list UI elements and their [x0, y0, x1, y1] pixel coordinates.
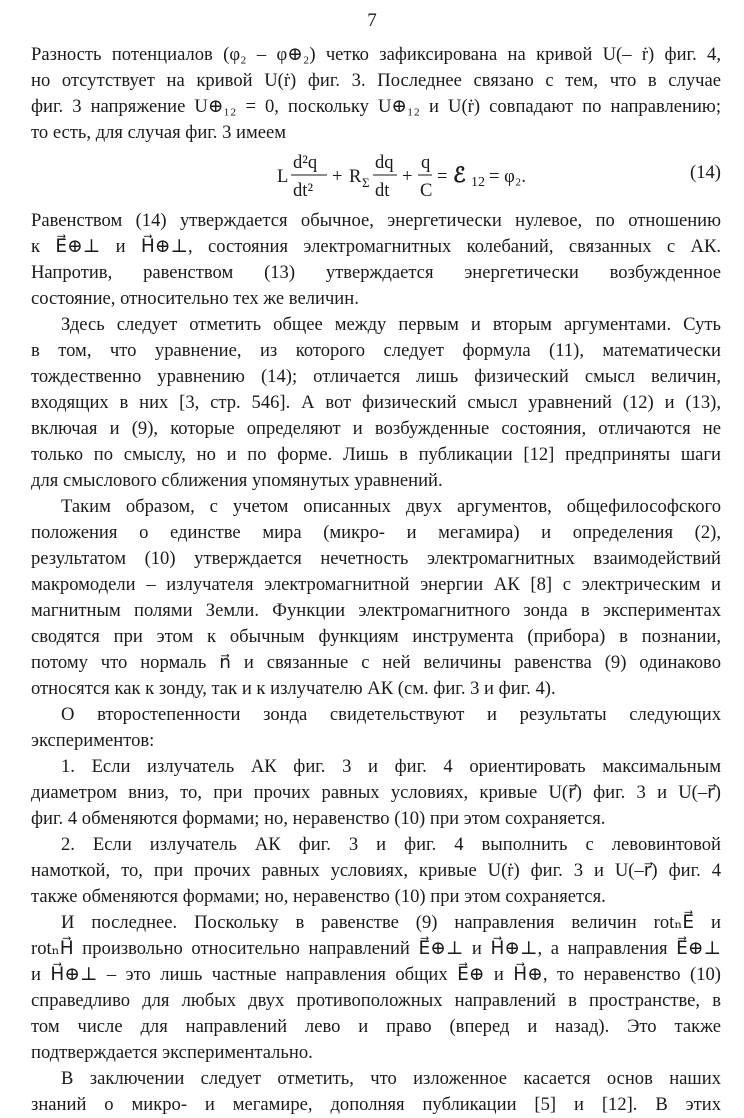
eq-R-sub: Σ: [362, 175, 370, 190]
text-line: Напротив, равенством (13) утверждается энергетически возбужденное: [31, 262, 721, 283]
text-line: но отсутствует на кривой U(ṙ) фиг. 3. Последнее связано с тем, что в случае: [31, 70, 721, 91]
text-line: экспериментов:: [31, 730, 155, 751]
equation-14: [31, 146, 721, 206]
list-item-line: фиг. 4 обменяются формами; но, неравенство (10) при этом сохраняется.: [31, 808, 606, 829]
list-item-line: 1. Если излучатель АК фиг. 3 и фиг. 4 ориентировать максимальным: [61, 756, 721, 777]
text-line: тождественно уравнению (14); отличается лишь физический смысл величин,: [31, 366, 721, 387]
eq-plus-2: +: [402, 166, 413, 187]
text-line: положения о единстве мира (микро- и мегамира) и определения (2),: [31, 522, 721, 543]
text-line: к E⃗⊕⊥ и H⃗⊕⊥, состояния электромагнитных колебаний, связанных с АК.: [31, 236, 721, 257]
text-line: знаний о микро- и мегамире, дополняя публикации [5] и [12]. В этих: [31, 1094, 721, 1115]
text-line: для смыслового сближения упомянутых уравнений.: [31, 470, 443, 491]
text-line: подтверждается экспериментально.: [31, 1042, 313, 1063]
text-line: магнитным полями Земли. Функции электромагнитного зонда в экспериментах: [31, 600, 721, 621]
text-line: в том, что уравнение, из которого следует формула (11), математически: [31, 340, 721, 361]
eq-emf: ℰ: [453, 163, 466, 187]
page-number: 7: [367, 10, 377, 31]
equation-number: (14): [690, 162, 721, 183]
eq-den1: dt²: [293, 180, 314, 201]
text-line: О второстепенности зонда свидетельствуют и результаты следующих: [61, 704, 721, 725]
eq-plus-1: +: [332, 166, 343, 187]
eq-den2: dt: [375, 180, 390, 201]
eq-num1: d²q: [293, 152, 318, 173]
list-item-line: также обменяются формами; но, неравенство (10) при этом сохраняется.: [31, 886, 606, 907]
eq-equals-1: =: [437, 166, 448, 187]
text-line: макромодели – излучателя электромагнитной энергии АК [8] с электрическим и: [31, 574, 721, 595]
text-line: Здесь следует отметить общее между первым и вторым аргументами. Суть: [61, 314, 721, 335]
list-item-line: диаметром вниз, то, при прочих равных условиях, кривые U(r⃗) фиг. 3 и U(–r⃗): [31, 782, 721, 803]
list-item-line: 2. Если излучатель АК фиг. 3 и фиг. 4 выполнить с левовинтовой: [61, 834, 721, 855]
eq-emf-sub: 12: [471, 175, 485, 190]
text-line: состояние, относительно тех же величин.: [31, 288, 359, 309]
text-line: то есть, для случая фиг. 3 имеем: [31, 122, 287, 143]
text-line: фиг. 3 напряжение U⊕₁₂ = 0, поскольку U⊕₁₂ и U(ṙ) совпадают по направлению;: [31, 96, 721, 117]
text-line: В заключении следует отметить, что изложенное касается основ наших: [61, 1068, 721, 1089]
text-line: rotₙH⃗ произвольно относительно направлений E⃗⊕⊥ и H⃗⊕⊥, а направления E⃗⊕⊥: [31, 938, 721, 959]
text-line: входящих в них [3, стр. 546]. А вот физический смысл уравнений (12) и (13),: [31, 392, 721, 413]
eq-R: R: [349, 166, 362, 187]
text-line: Разность потенциалов (φ₂ – φ⊕₂) четко зафиксирована на кривой U(– ṙ) фиг. 4,: [31, 44, 721, 65]
text-line: И последнее. Поскольку в равенстве (9) направления величин rotₙE⃗ и: [61, 912, 721, 933]
text-line: и H⃗⊕⊥ – это лишь частные направления общих E⃗⊕ и H⃗⊕, то неравенство (10): [31, 964, 721, 985]
text-line: том числе для направлений лево и право (вперед и назад). Это также: [31, 1016, 721, 1037]
equation-graphic: [31, 146, 631, 206]
text-line: Равенством (14) утверждается обычное, энергетически нулевое, по отношению: [31, 210, 721, 231]
eq-num3: q: [421, 152, 431, 173]
text-line: Таким образом, с учетом описанных двух аргументов, общефилософского: [61, 496, 721, 517]
text-line: только по смыслу, но и по форме. Лишь в публикации [12] предприняты шаги: [31, 444, 721, 465]
eq-L: L: [277, 166, 289, 187]
text-line: справедливо для любых двух противоположных направлений в пространстве, в: [31, 990, 721, 1011]
eq-num2: dq: [375, 152, 394, 173]
eq-equals-2: = φ₂.: [489, 166, 526, 187]
text-line: относятся как к зонду, так и к излучателю АК (см. фиг. 3 и фиг. 4).: [31, 678, 556, 699]
list-item-line: намоткой, то, при прочих равных условиях, кривые U(ṙ) фиг. 3 и U(–r⃗) фиг. 4: [31, 860, 721, 881]
eq-den3: C: [420, 180, 433, 201]
text-line: результатом (10) утверждается нечетность электромагнитных взаимодействий: [31, 548, 721, 569]
text-line: потому что нормаль n⃗ и связанные с ней величины равенства (9) одинаково: [31, 652, 721, 673]
text-line: включая и (9), которые определяют и возбужденные состояния, отличаются не: [31, 418, 721, 439]
text-line: сводятся при этом к обычным функциям инструмента (прибора) в познании,: [31, 626, 721, 647]
